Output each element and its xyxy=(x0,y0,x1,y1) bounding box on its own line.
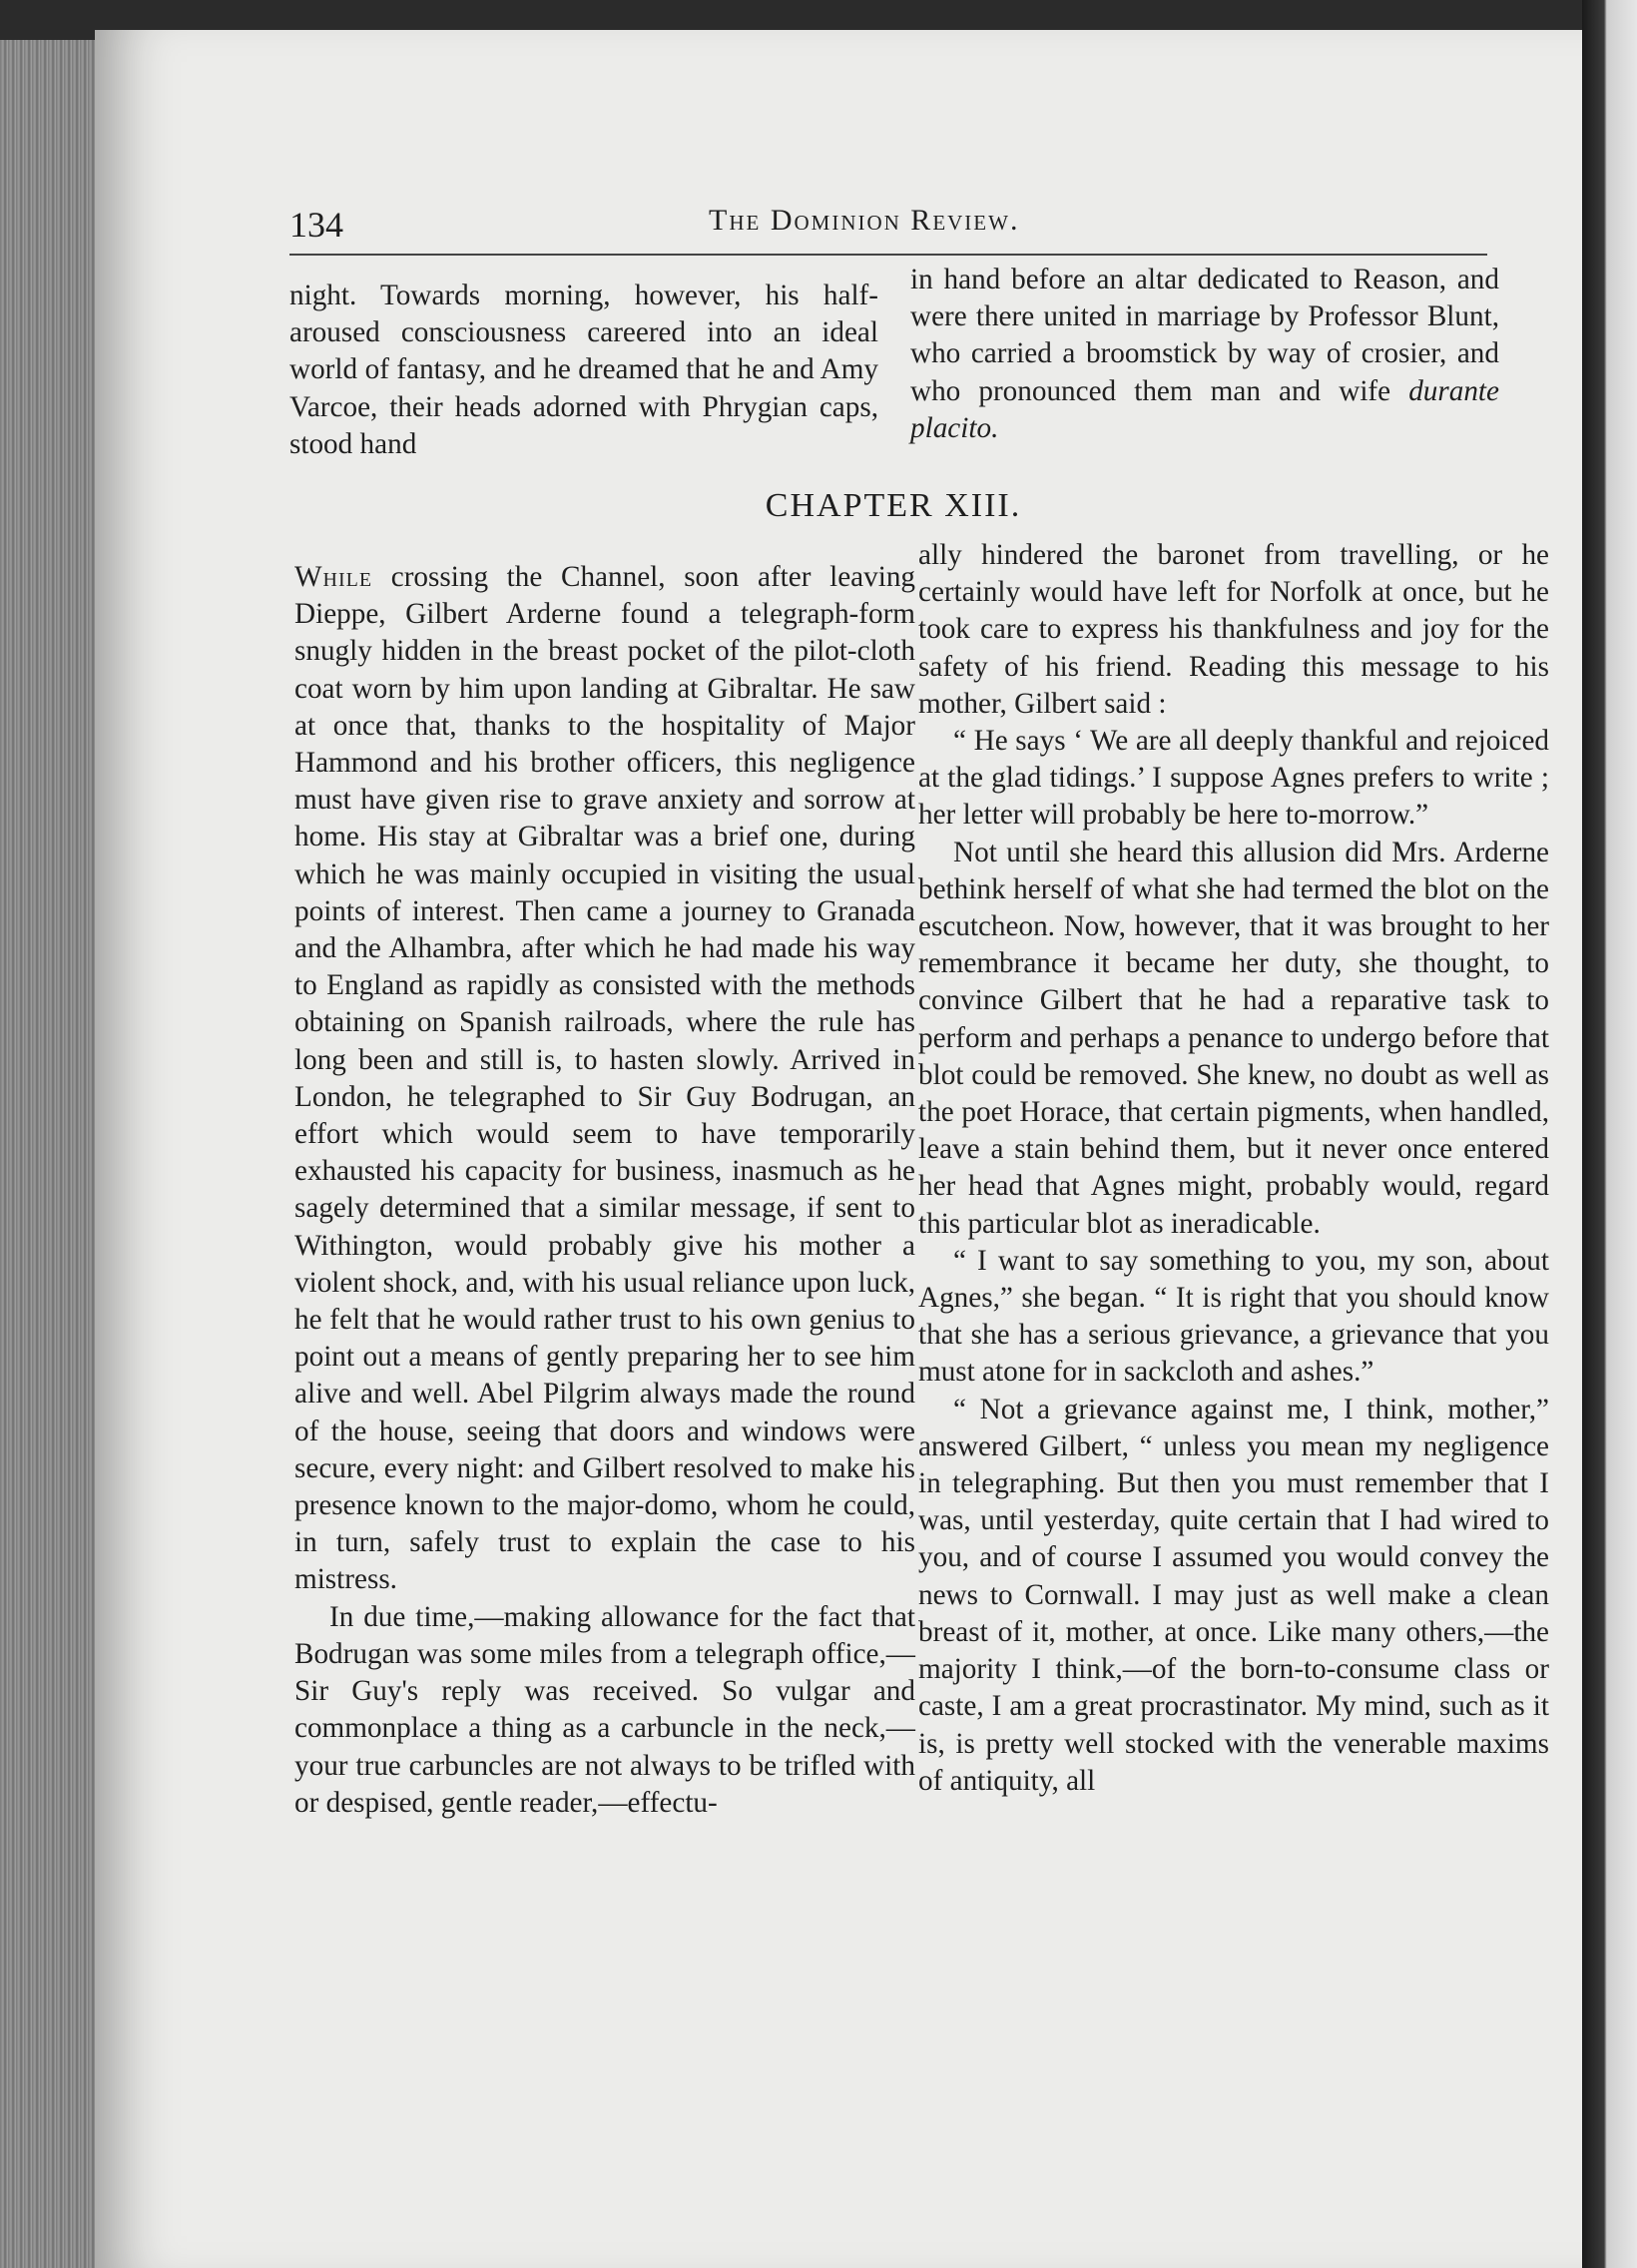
main-left-column xyxy=(294,559,915,1822)
opening-word: While xyxy=(294,561,373,593)
latin-phrase: durante placito. xyxy=(910,374,1500,444)
paragraph: In due time,—making allowance for the fact that Bodrugan was some miles from a telegraph office,—Sir Guy's reply was received. So vulgar and commonplace a thing as a carbuncle in the neck,—your true carbuncles are not always to be trifled with or despised, gentle reader,—effectu- xyxy=(294,1600,915,1819)
paragraph xyxy=(910,262,1499,447)
page-header xyxy=(289,190,1487,256)
page-number: 134 xyxy=(289,205,343,245)
top-right-column xyxy=(910,262,1499,447)
paragraph: “ He says ‘ We are all deeply thankful and rejoiced at the glad tidings.’ I suppose Agnes prefers to write ; her letter will probably be here to-morrow.” xyxy=(918,725,1549,832)
paragraph: “ I want to say something to you, my son, about Agnes,” she began. “ It is right that you should know that she has a serious grievance, a grievance that you must atone for in sackcloth and ashes.” xyxy=(918,1244,1549,1389)
paragraph: ally hindered the baronet from travelling, or he certainly would have left for Norfolk at once, but he took care to express his thankfulness and joy for the safety of his friend. Reading this message to his mother, Gilbert said : xyxy=(918,539,1549,720)
paragraph-text: in hand before an altar dedicated to Reason, and were there united in marriage by Professor Blunt, who carried a broomstick by way of crosier, and who pronounced them man and wife xyxy=(910,264,1499,407)
paragraph: Not until she heard this allusion did Mrs. Arderne bethink herself of what she had termed the blot on the escutcheon. Now, however, that it was brought to her remembrance it became her duty, she thought, to convince Gilbert that he had a reparative task to perform and perhaps a penance to undergo before that blot could be removed. She knew, no doubt as well as the poet Horace, that certain pigments, when handled, leave a stain behind them, but it never once entered her head that Agnes might, probably would, regard this particular blot as ineradicable. xyxy=(918,836,1549,1240)
paragraph: “ Not a grievance against me, I think, mother,” answered Gilbert, “ unless you mean my negligence in telegraphing. But then you must remember that I was, until yesterday, quite certain that I had wired to you, and of course I assumed you would convey the news to Cornwall. I may just as well make a clean breast of it, mother, at once. Like many others,—the majority I think,—of the born-to-consume class or caste, I am a great procrastinator. My mind, such as it is, is pretty well stocked with the venerable maxims of antiquity, all xyxy=(918,1393,1549,1797)
paragraph xyxy=(294,559,915,1599)
running-title: The Dominion Review. xyxy=(709,204,1020,237)
binding-shadow xyxy=(1582,0,1637,2268)
main-right-column xyxy=(918,537,1549,1800)
top-left-column xyxy=(289,278,878,463)
paragraph: night. Towards morning, however, his half-aroused consciousness careered into an ideal world of fantasy, and he dreamed that he and Amy Varcoe, their heads adorned with Phrygian caps, stood hand xyxy=(289,280,878,460)
paragraph-text: crossing the Channel, soon after leaving Dieppe, Gilbert Arderne found a telegraph-form snugly hidden in the breast pocket of the pilot-cloth coat worn by him upon landing at Gibraltar. He saw at once that, thanks to the hospitality of Major Hammond and his brother officers, this negligence must have given rise to grave anxiety and sorrow at home. His stay at Gibraltar was a brief one, during which he was mainly occupied in visiting the usual points of interest. Then came a journey to Granada and the Alhambra, after which he had made his way to England as rapidly as consisted with the methods obtaining on Spanish railroads, where the rule has long been and still is, to hasten slowly. Arrived in London, he telegraphed to Sir Guy Bodrugan, an effort which would seem to have temporarily exhausted his capacity for business, inasmuch as he sagely determined that a similar message, if sent to Withington, would probably give his mother a violent shock, and, with his usual reliance upon luck, he felt that he would rather trust to his own genius to point out a means of gently preparing her to see him alive and well. Abel Pilgrim always made the round of the house, seeing that doors and windows were secure, every night: and Gilbert resolved to make his presence known to the major-domo, whom he could, in turn, safely trust to explain the case to his mistress. xyxy=(294,561,916,1596)
chapter-heading: CHAPTER XIII. xyxy=(765,487,1022,524)
